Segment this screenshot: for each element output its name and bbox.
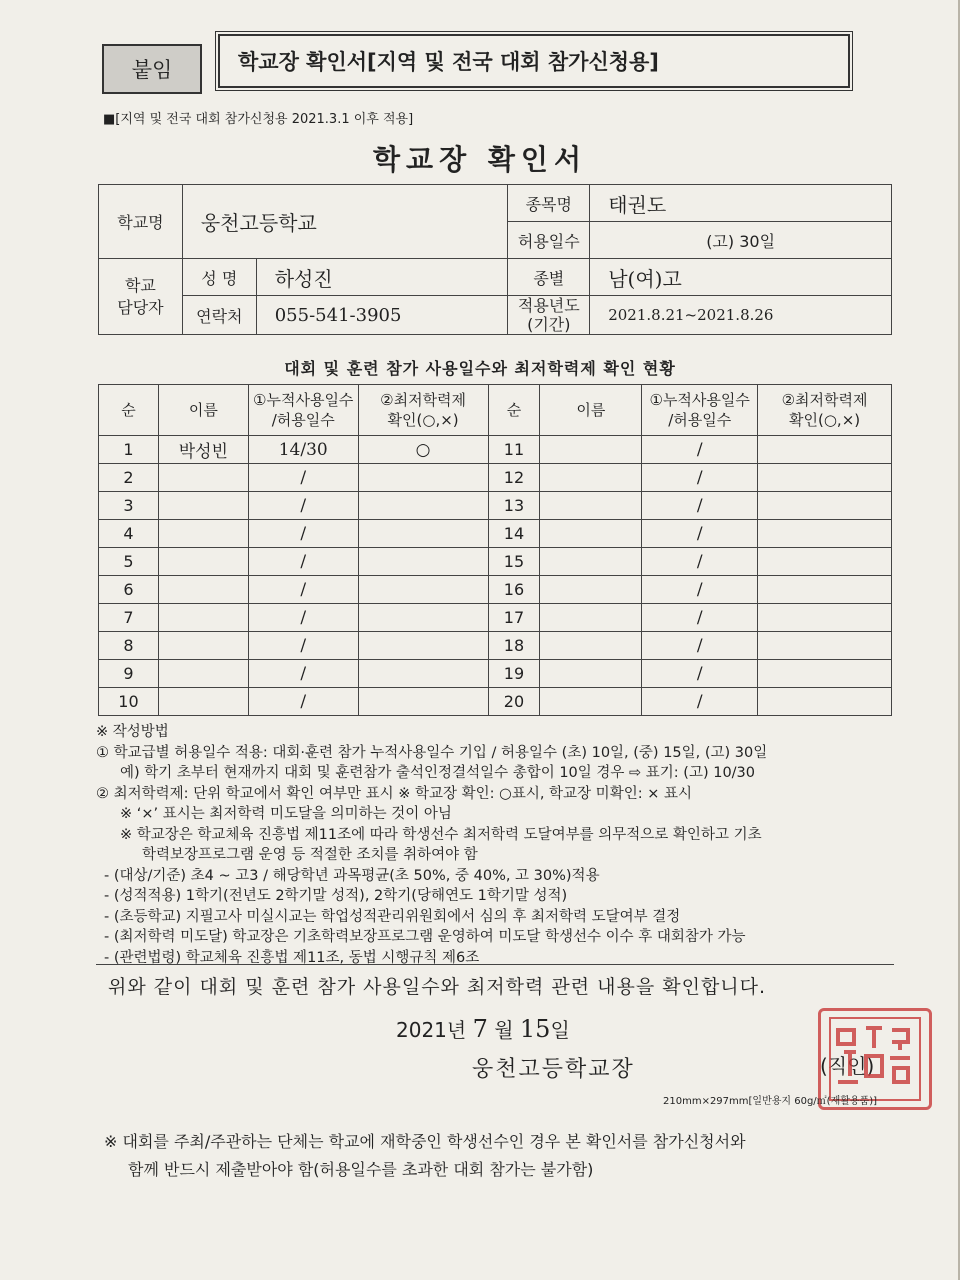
table-row [99,492,892,520]
cell-days: / [642,660,758,688]
table-row [99,604,892,632]
header-name: 이름 [158,385,248,436]
allowed-days-label: 허용일수 [508,222,590,259]
cell-days: / [642,436,758,464]
cell-no: 3 [99,492,159,520]
cell-days: / [248,520,358,548]
cell-no: 2 [99,464,159,492]
cell-days: / [642,632,758,660]
attachment-tag: 붙임 [102,44,202,94]
school-name-label: 학교명 [99,185,183,259]
cell-name [540,660,642,688]
table-row [99,520,892,548]
cell-days: / [248,632,358,660]
cell-name [540,436,642,464]
method-line: ① 학교급별 허용일수 적용: 대회·훈련 참가 누적사용일수 기입 / 허용일수 (초) 10일, (중) 15일, (고) 30일 [96,744,768,761]
header-title: 학교장 확인서[지역 및 전국 대회 참가신청용] [218,34,850,88]
cell-name [158,604,248,632]
phone-value: 055-541-3905 [256,296,508,335]
header-check: ②최저학력제 확인(○,×) [358,385,488,436]
paper-spec: 210mm×297mm[일반용지 60g/㎡(재활용품)] [663,1096,878,1107]
cell-check [358,660,488,688]
method-line: - (대상/기준) 초4 ~ 고3 / 해당학년 과목평균(초 50%, 중 40%, 고 30%)적용 [104,867,600,884]
document-title: 학교장 확인서 [372,143,588,176]
method-line: - (최저학력 미도달) 학교장은 기초학력보장프로그램 운영하여 미도달 학생선수 이수 후 대회참가 가능 [104,929,746,945]
cell-days: / [642,688,758,716]
gender-label: 종별 [508,259,590,296]
cell-no: 9 [99,660,159,688]
cell-name [540,576,642,604]
cell-check [758,548,892,576]
cell-days: / [248,660,358,688]
cell-no: 7 [99,604,159,632]
cell-no: 17 [488,604,540,632]
cell-no: 13 [488,492,540,520]
cell-name [540,604,642,632]
header-no-right: 순 [488,385,540,436]
cell-check [758,436,892,464]
cell-days: / [642,464,758,492]
cell-days: / [248,604,358,632]
sport-label: 종목명 [508,185,590,222]
table-row [99,436,892,464]
divider [96,964,894,965]
cell-check [358,632,488,660]
cell-check [358,520,488,548]
cell-check [758,492,892,520]
method-line: 예) 학기 초부터 현재까지 대회 및 훈련참가 출석인정결석일수 총합이 10일 경우 ⇨ 표기: (고) 10/30 [120,765,756,781]
cell-name [158,688,248,716]
cell-days: 14/30 [248,436,358,464]
header-name-right: 이름 [540,385,642,436]
cell-check [758,632,892,660]
cell-name: 박성빈 [158,436,248,464]
cell-name [540,464,642,492]
cell-no: 18 [488,632,540,660]
method-line: ② 최저학력제: 단위 학교에서 확인 여부만 표시 ※ 학교장 확인: ○표시, 학교장 미확인: × 표시 [96,785,692,802]
participation-table [98,384,892,716]
cell-check: ○ [358,436,488,464]
cell-name [158,464,248,492]
date-day-unit: 일 [550,1018,570,1042]
cell-name [158,548,248,576]
cell-check [758,520,892,548]
cell-no: 14 [488,520,540,548]
cell-check [758,688,892,716]
footnote [104,1128,746,1184]
method-line: 학력보장프로그램 운영 등 적절한 조치를 취하여야 함 [142,847,478,863]
cell-no: 12 [488,464,540,492]
method-line: ※ 학교장은 학교체육 진흥법 제11조에 따라 학생선수 최저학력 도달여부를 의무적으로 확인하고 기초 [120,826,762,843]
cell-name [158,492,248,520]
method-line: - (성적적용) 1학기(전년도 2학기말 성적), 2학기(당해연도 1학기말 성적) [104,888,568,904]
cell-name [540,548,642,576]
name-label: 성 명 [182,259,256,296]
cell-days: / [642,520,758,548]
seal-label: (직인) [820,1054,875,1078]
cell-check [758,660,892,688]
cell-check [758,576,892,604]
table-row [99,548,892,576]
allowed-days-value: (고) 30일 [590,222,892,259]
table-row [99,688,892,716]
footnote-line-2: 함께 반드시 제출받아야 함(허용일수를 초과한 대회 참가는 불가함) [128,1160,594,1179]
seal-glyph-strokes [822,1012,922,1100]
cell-check [358,464,488,492]
gender-value: 남(여)고 [590,259,892,296]
date-month: 7 [472,1015,488,1043]
period-label: 적용년도 (기간) [508,296,590,335]
cell-days: / [248,576,358,604]
cell-no: 10 [99,688,159,716]
cell-name [540,520,642,548]
method-line: ※ ‘×’ 표시는 최저학력 미도달을 의미하는 것이 아님 [120,806,452,822]
confirmation-statement: 위와 같이 대회 및 훈련 참가 사용일수와 최저학력 관련 내용을 확인합니다. [108,976,767,998]
cell-name [158,576,248,604]
date-year: 2021년 [396,1018,467,1042]
principal-name: 웅천고등학교장 [472,1057,635,1082]
table-row [99,660,892,688]
cell-days: / [248,492,358,520]
participation-table-body [99,436,892,716]
cell-days: / [248,688,358,716]
cell-no: 1 [99,436,159,464]
cell-days: / [642,548,758,576]
cell-name [158,632,248,660]
school-name-value: 웅천고등학교 [182,185,507,259]
cell-no: 19 [488,660,540,688]
info-table [98,184,892,335]
cell-check [758,464,892,492]
cell-no: 8 [99,632,159,660]
contact-name-value: 하성진 [256,259,508,296]
table-row [99,464,892,492]
footnote-line-1: ※ 대회를 주최/주관하는 단체는 학교에 재학중인 학생선수인 경우 본 확인서를 참가신청서와 [104,1132,746,1151]
table-row [99,576,892,604]
cell-no: 20 [488,688,540,716]
cell-no: 16 [488,576,540,604]
cell-no: 5 [99,548,159,576]
header-days: ①누적사용일수 /허용일수 [248,385,358,436]
cell-days: / [642,576,758,604]
writing-method-notes [96,722,916,968]
cell-check [758,604,892,632]
header-days-right: ①누적사용일수 /허용일수 [642,385,758,436]
table-row [99,632,892,660]
method-line: - (초등학교) 지필고사 미실시교는 학업성적관리위원회에서 심의 후 최저학력 도달여부 결정 [104,908,681,925]
cell-no: 11 [488,436,540,464]
cell-days: / [642,492,758,520]
section-title: 대회 및 훈련 참가 사용일수와 최저학력제 확인 현황 [284,359,676,378]
cell-check [358,688,488,716]
date-month-unit: 월 [494,1018,514,1042]
date-day: 15 [519,1015,551,1043]
method-line: ※ 작성방법 [96,724,169,740]
cell-no: 6 [99,576,159,604]
cell-name [540,632,642,660]
method-line: - (관련법령) 학교체육 진흥법 제11조, 동법 시행규칙 제6조 [104,949,480,966]
applicability-note: ■[지역 및 전국 대회 참가신청용 2021.3.1 이후 적용] [103,112,414,127]
cell-name [540,492,642,520]
cell-no: 15 [488,548,540,576]
phone-label: 연락처 [182,296,256,335]
cell-days: / [248,464,358,492]
period-value: 2021.8.21~2021.8.26 [590,296,892,335]
cell-check [358,576,488,604]
header-no: 순 [99,385,159,436]
cell-days: / [248,548,358,576]
cell-name [540,688,642,716]
cell-days: / [642,604,758,632]
cell-check [358,604,488,632]
sport-value: 태권도 [590,185,892,222]
contact-label: 학교 담당자 [99,259,183,335]
cell-name [158,520,248,548]
cell-name [158,660,248,688]
issue-date [396,1014,570,1043]
cell-no: 4 [99,520,159,548]
header-check-right: ②최저학력제 확인(○,×) [758,385,892,436]
cell-check [358,492,488,520]
cell-check [358,548,488,576]
